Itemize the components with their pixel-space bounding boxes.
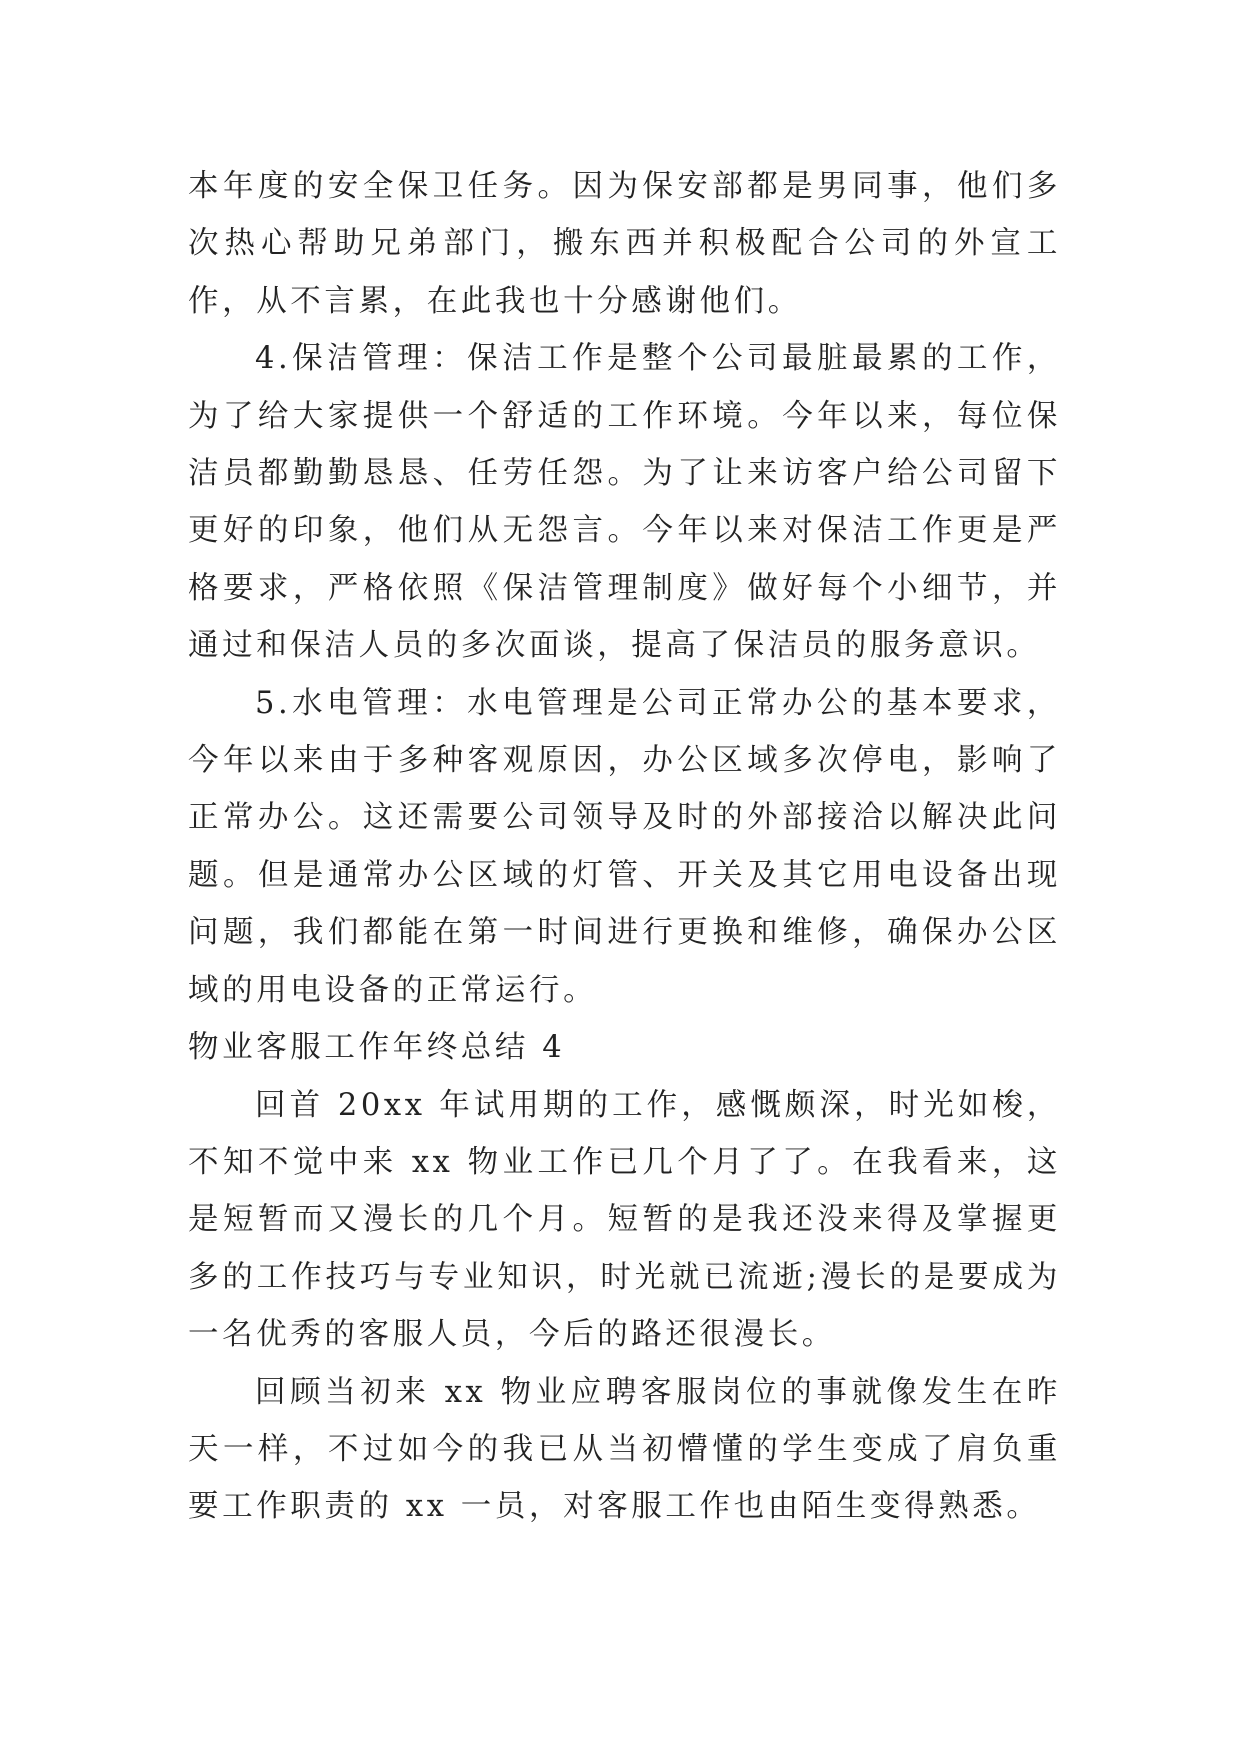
paragraph-security: 本年度的安全保卫任务。因为保安部都是男同事，他们多次热心帮助兄弟部门，搬东西并积极配合公司的外宣工作，从不言累，在此我也十分感谢他们。 xyxy=(188,169,1061,319)
document-body xyxy=(188,158,1061,1536)
paragraph-utilities: 5.水电管理：水电管理是公司正常办公的基本要求，今年以来由于多种客观原因，办公区域多次停电，影响了正常办公。这还需要公司领导及时的外部接洽以解决此问题。但是通常办公区域的灯管、开关及其它用电设备出现问题，我们都能在第一时间进行更换和维修，确保办公区域的用电设备的正常运行。 xyxy=(188,685,1061,1008)
paragraph-review: 回首 20xx 年试用期的工作，感慨颇深，时光如梭，不知不觉中来 xx 物业工作已几个月了了。在我看来，这是短暂而又漫长的几个月。短暂的是我还没来得及掌握更多的工作技巧与专业知识，时光就已流逝;漫长的是要成为一名优秀的客服人员，今后的路还很漫长。 xyxy=(188,1087,1061,1353)
paragraph-cleaning: 4.保洁管理：保洁工作是整个公司最脏最累的工作，为了给大家提供一个舒适的工作环境。今年以来，每位保洁员都勤勤恳恳、任劳任怨。为了让来访客户给公司留下更好的印象，他们从无怨言。今年以来对保洁工作更是严格要求，严格依照《保洁管理制度》做好每个小细节，并通过和保洁人员的多次面谈，提高了保洁员的服务意识。 xyxy=(188,341,1061,664)
section-title: 物业客服工作年终总结 4 xyxy=(188,1030,566,1066)
paragraph-recollection: 回顾当初来 xx 物业应聘客服岗位的事就像发生在昨天一样，不过如今的我已从当初懵懂的学生变成了肩负重要工作职责的 xx 一员，对客服工作也由陌生变得熟悉。 xyxy=(188,1374,1061,1525)
